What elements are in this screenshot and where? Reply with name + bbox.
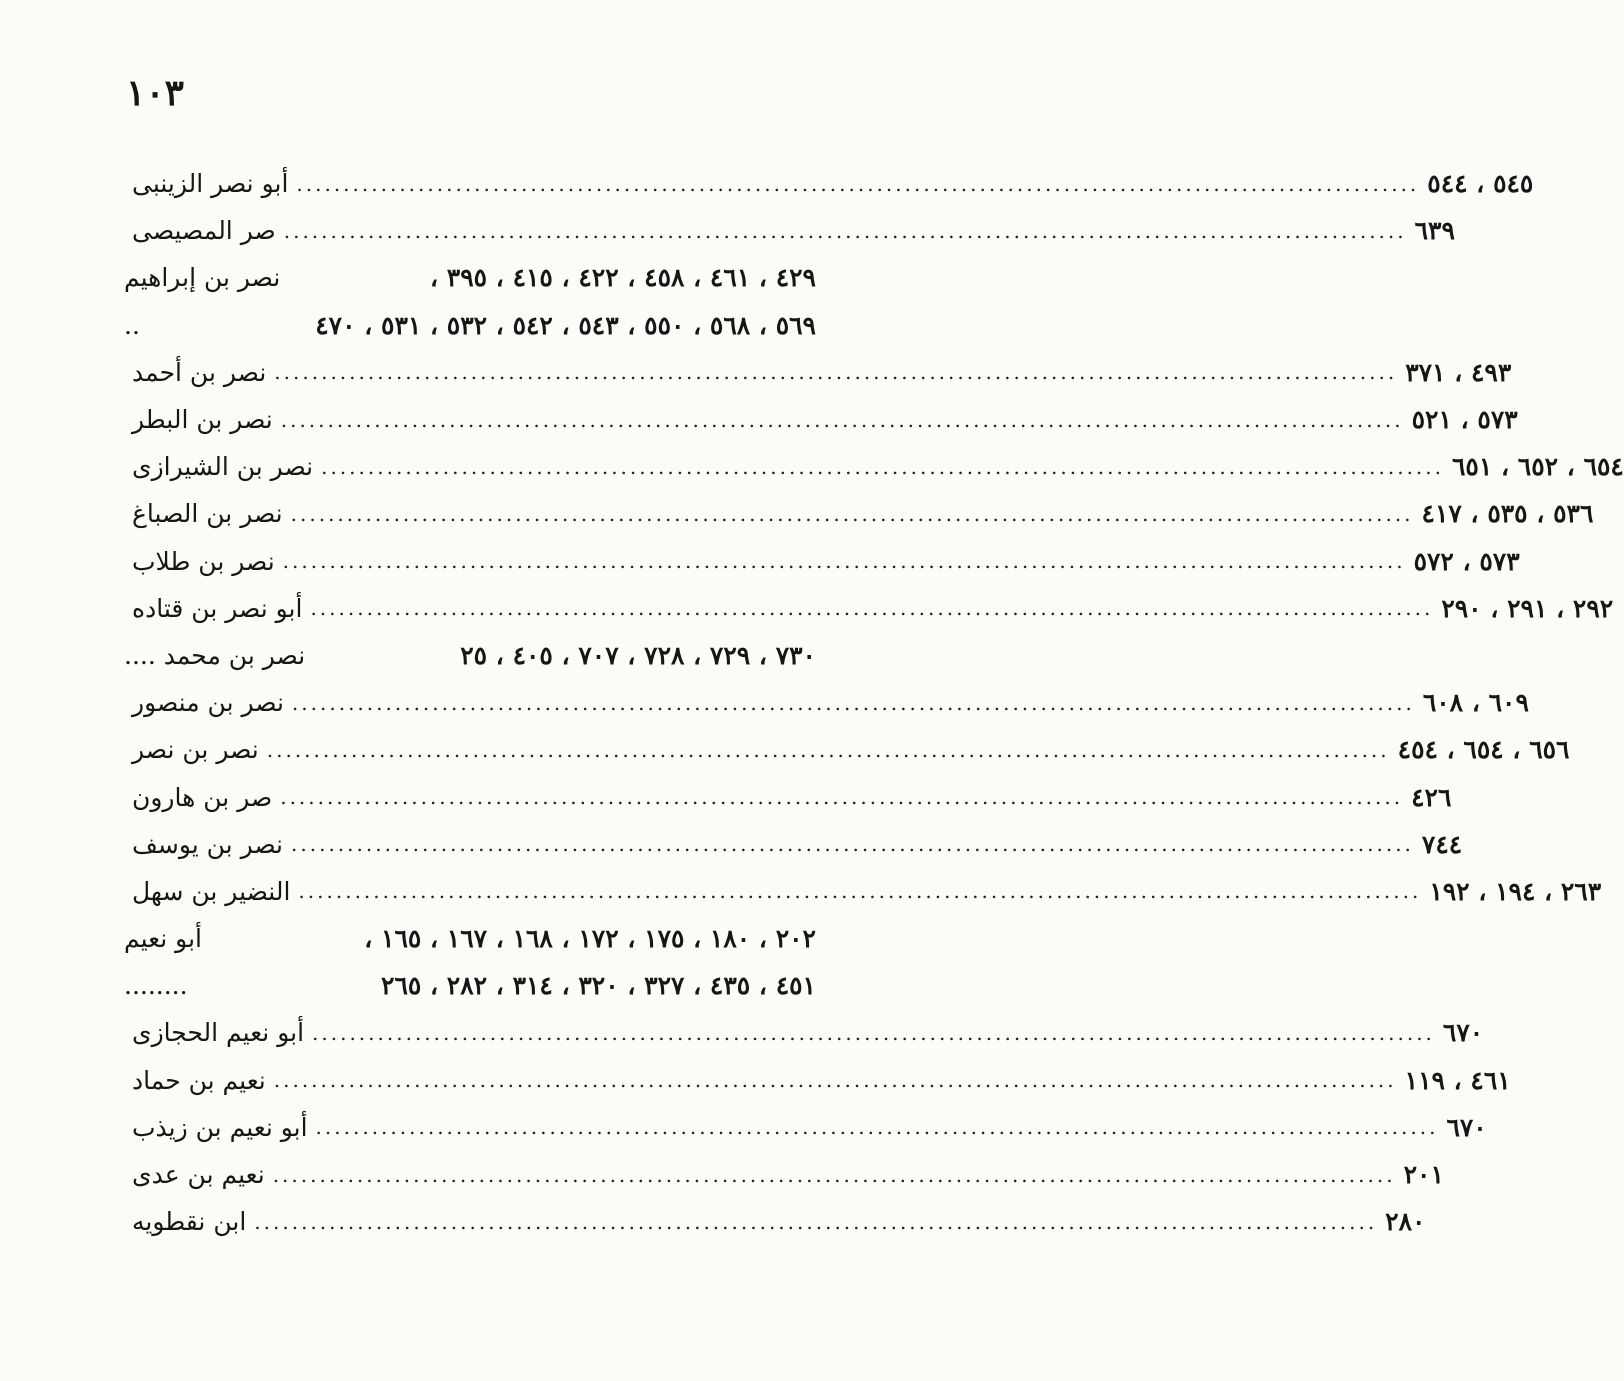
entry-name: نصر بن منصور: [132, 688, 284, 718]
leader-dots: ........................................................................................................................: [273, 1068, 1397, 1093]
entry-name: أبو نعيم بن زيذب: [132, 1112, 308, 1142]
leader-dots: ........................................................................................................................: [310, 596, 1434, 621]
index-entry: [124, 726, 1570, 773]
entry-name: أبو نعيم الحجازى: [132, 1018, 305, 1048]
entry-pages: ٢٦٣ ، ١٩٤ ، ١٩٢: [1429, 876, 1602, 906]
index-entry: [124, 915, 816, 962]
index-entry: [124, 585, 1614, 632]
index-entry: [124, 773, 1452, 820]
entry-pages: ٥٧٣ ، ٥٢١: [1411, 405, 1518, 435]
entry-pages: ٢٨٠: [1385, 1207, 1426, 1237]
entry-name: نصر بن أحمد: [132, 357, 267, 387]
leader-dots: ........................................................................................................................: [280, 785, 1404, 810]
entry-name: صر بن هارون: [132, 782, 273, 812]
index-entry: [124, 821, 1463, 868]
entry-name: نعيم بن عدى: [132, 1160, 265, 1190]
entry-pages: ٦٥٤ ، ٦٥٢ ، ٦٥١: [1452, 452, 1624, 482]
index-entry: [124, 160, 1534, 207]
leader-dots: ........................................................................................................................: [296, 171, 1420, 196]
leader-dots: ........................................................................................................................: [291, 690, 1415, 715]
index-entry: [124, 962, 816, 1009]
index-entry: [124, 868, 1602, 915]
entry-name: نعيم بن حماد: [132, 1065, 266, 1095]
index-entry: [124, 1151, 1444, 1198]
entry-name: أبو نعيم: [124, 924, 202, 954]
entry-name: نصر بن طلاب: [132, 546, 275, 576]
index-entry: [124, 1009, 1484, 1056]
entry-pages: ٥٧٣ ، ٥٧٢: [1413, 546, 1520, 576]
entry-pages: ٧٤٤: [1421, 829, 1463, 859]
leader-dots: ........................................................................................................................: [315, 1115, 1439, 1140]
index-entry: [124, 538, 1520, 585]
entry-name: ..: [124, 310, 140, 340]
leader-dots: ........................................................................................................................: [291, 832, 1414, 857]
index-list: [124, 160, 1624, 1245]
index-entry: [124, 443, 1624, 490]
entry-pages: ٥٦٩ ، ٥٦٨ ، ٥٥٠ ، ٥٤٣ ، ٥٤٢ ، ٥٣٢ ، ٥٣١ ، ٤٧٠: [315, 310, 816, 340]
index-entry: [124, 207, 1455, 254]
leader-dots: ........................................................................................................................: [283, 218, 1407, 243]
entry-name: ........: [124, 971, 188, 1001]
leader-dots: ........................................................................................................................: [312, 1020, 1435, 1045]
leader-dots: ........................................................................................................................: [274, 360, 1398, 385]
entry-name: نصر بن محمد ....: [124, 640, 306, 670]
entry-pages: ٦٣٩: [1414, 216, 1455, 246]
entry-name: نصر بن الصباغ: [132, 499, 283, 529]
entry-pages: ٦٠٩ ، ٦٠٨: [1422, 688, 1529, 718]
entry-name: نصر بن نصر: [132, 735, 259, 765]
entry-pages: ٧٣٠ ، ٧٢٩ ، ٧٢٨ ، ٧٠٧ ، ٤٠٥ ، ٢٥: [460, 640, 816, 670]
leader-dots: ........................................................................................................................: [280, 407, 1404, 432]
index-entry: [124, 349, 1512, 396]
entry-pages: ٥٤٥ ، ٥٤٤: [1427, 169, 1534, 199]
leader-dots: ........................................................................................................................: [298, 879, 1422, 904]
entry-name: نصر بن الشيرازى: [132, 452, 314, 482]
index-entry: [124, 490, 1594, 537]
leader-dots: ........................................................................................................................: [290, 501, 1414, 526]
index-entry: [124, 302, 816, 349]
index-entry: [124, 1104, 1487, 1151]
entry-name: صر المصيصى: [132, 216, 276, 246]
entry-pages: ٤٦١ ، ١١٩: [1404, 1065, 1511, 1095]
leader-dots: ........................................................................................................................: [254, 1209, 1378, 1234]
entry-pages: ٤٢٦: [1411, 782, 1452, 812]
entry-pages: ٦٧٠: [1446, 1112, 1487, 1142]
entry-pages: ٤٥١ ، ٤٣٥ ، ٣٢٧ ، ٣٢٠ ، ٣١٤ ، ٢٨٢ ، ٢٦٥: [381, 971, 816, 1001]
entry-pages: ٤٩٣ ، ٣٧١: [1405, 357, 1512, 387]
entry-name: نصر بن إبراهيم: [124, 263, 281, 293]
entry-pages: ٢٠١: [1403, 1160, 1444, 1190]
index-entry: [124, 1198, 1426, 1245]
index-entry: [124, 679, 1529, 726]
index-entry: [124, 1057, 1511, 1104]
index-entry: [124, 396, 1518, 443]
page-number: ١٠٣: [126, 72, 185, 114]
index-entry: [124, 254, 816, 301]
entry-name: نصر بن البطر: [132, 405, 273, 435]
entry-name: أبو نصر الزينبى: [132, 169, 289, 199]
leader-dots: ........................................................................................................................: [282, 549, 1406, 574]
entry-name: ابن نقطويه: [132, 1207, 247, 1237]
entry-pages: ٦٧٠: [1442, 1018, 1484, 1048]
leader-dots: ........................................................................................................................: [321, 454, 1444, 479]
leader-dots: ........................................................................................................................: [266, 737, 1390, 762]
entry-pages: ٢٩٢ ، ٢٩١ ، ٢٩٠: [1441, 593, 1614, 623]
entry-name: النضير بن سهل: [132, 876, 291, 906]
entry-name: نصر بن يوسف: [132, 829, 284, 859]
leader-dots: ........................................................................................................................: [272, 1162, 1396, 1187]
entry-name: أبو نصر بن قتاده: [132, 593, 303, 623]
index-entry: [124, 632, 816, 679]
entry-pages: ٥٣٦ ، ٥٣٥ ، ٤١٧: [1421, 499, 1594, 529]
entry-pages: ٢٠٢ ، ١٨٠ ، ١٧٥ ، ١٧٢ ، ١٦٨ ، ١٦٧ ، ١٦٥ ،: [364, 924, 816, 954]
entry-pages: ٤٢٩ ، ٤٦١ ، ٤٥٨ ، ٤٢٢ ، ٤١٥ ، ٣٩٥ ،: [430, 263, 816, 293]
entry-pages: ٦٥٦ ، ٦٥٤ ، ٤٥٤: [1397, 735, 1570, 765]
